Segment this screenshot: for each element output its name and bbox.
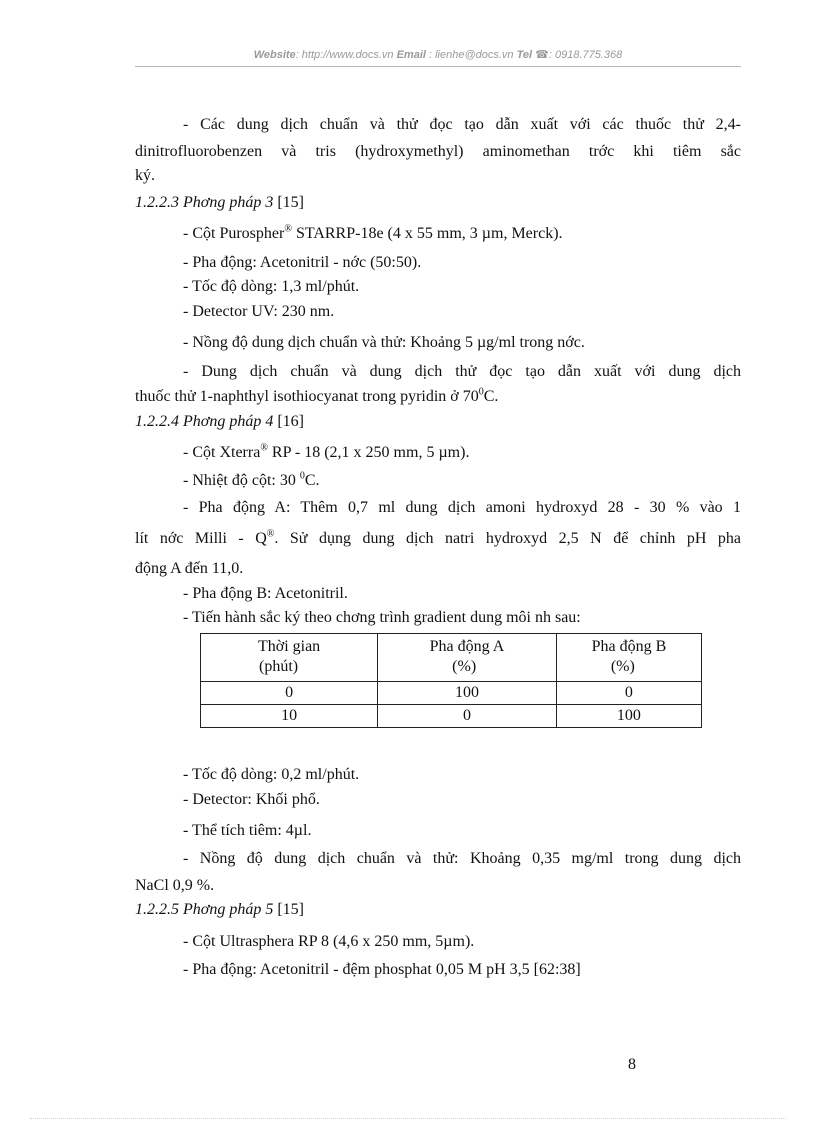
p1-line-2: dinitrofluorobenzen và tris (hydroxymethyl) aminomethan trớc khi tiêm sắc: [135, 143, 741, 160]
m4-column: - Cột Xterra® RP - 18 (2,1 x 250 mm, 5 µm).: [183, 442, 470, 461]
m4-phase-a-3: động A đến 11,0.: [135, 560, 244, 577]
m4-flow-rate: - Tốc độ dòng: 0,2 ml/phút.: [183, 766, 360, 783]
table-cell: 0: [556, 682, 701, 705]
website-label: Website: [253, 49, 296, 61]
m4-gradient-intro: - Tiến hành sắc ký theo chơng trình gradient dung môi nh sau:: [183, 609, 581, 626]
header-divider: [135, 66, 741, 67]
m4-phase-a-1: - Pha động A: Thêm 0,7 ml dung dịch amoni hydroxyd 28 - 30 % vào 1: [183, 499, 741, 516]
section-heading-1-2-2-5: 1.2.2.5 Phơng pháp 5 [15]: [135, 901, 304, 918]
table-header-cell: Thời gian (phút): [201, 634, 378, 682]
m4-phase-a-2: lít nớc Milli - Q®. Sử dụng dung dịch natri hydroxyd 2,5 N để chỉnh pH pha: [135, 528, 741, 547]
section-heading-1-2-2-4: 1.2.2.4 Phơng pháp 4 [16]: [135, 413, 304, 430]
section-heading-1-2-2-3: 1.2.2.3 Phơng pháp 3 [15]: [135, 194, 304, 211]
p1-line-1: - Các dung dịch chuẩn và thử đọc tạo dẫn xuất với các thuốc thử 2,4-: [183, 116, 741, 133]
m5-mobile-phase: - Pha động: Acetonitril - đệm phosphat 0,05 M pH 3,5 [62:38]: [183, 961, 581, 978]
tel-value: ☎: 0918.775.368: [535, 49, 623, 61]
table-cell: 0: [201, 682, 378, 705]
table-header-cell: Pha động B (%): [556, 634, 701, 682]
p1-line-3: ký.: [135, 167, 155, 184]
table-cell: 0: [378, 705, 557, 728]
email-value: : lienhe@docs.vn: [429, 49, 514, 61]
table-cell: 10: [201, 705, 378, 728]
m3-derivatization-2: thuốc thử 1-naphthyl isothiocyanat trong pyridin ở $70^0C$.: [135, 386, 499, 405]
m3-flow-rate: - Tốc độ dòng: 1,3 ml/phút.: [183, 278, 360, 295]
table-row: [201, 682, 702, 705]
m3-concentration: - Nồng độ dung dịch chuẩn và thử: Khoảng 5 µg/ml trong nớc.: [183, 334, 585, 351]
page-header: [135, 48, 741, 61]
m4-concentration-2: NaCl 0,9 %.: [135, 877, 215, 894]
m3-column: - Cột Purospher® STARRP-18e (4 x 55 mm, 3 µm, Merck).: [183, 223, 563, 242]
m4-concentration-1: - Nồng độ dung dịch chuẩn và thử: Khoảng 0,35 mg/ml trong dung dịch: [183, 850, 741, 867]
table-cell: 100: [556, 705, 701, 728]
m3-derivatization-1: - Dung dịch chuẩn và dung dịch thử đọc tạo dẫn xuất với dung dịch: [183, 363, 741, 380]
m4-phase-b: - Pha động B: Acetonitril.: [183, 585, 348, 602]
m4-detector: - Detector: Khối phổ.: [183, 791, 320, 808]
m4-injection-volume: - Thể tích tiêm: 4µl.: [183, 822, 312, 839]
website-value: : http://www.docs.vn: [295, 49, 394, 61]
page-number: 8: [628, 1056, 636, 1073]
m5-column: - Cột Ultrasphera RP 8 (4,6 x 250 mm, 5µm).: [183, 933, 475, 950]
email-label: Email: [396, 49, 426, 61]
m3-detector: - Detector UV: 230 nm.: [183, 303, 335, 320]
table-row: [201, 705, 702, 728]
m3-mobile-phase: - Pha động: Acetonitril - nớc (50:50).: [183, 254, 422, 271]
gradient-table: [200, 633, 702, 728]
table-cell: 100: [378, 682, 557, 705]
tel-label: Tel: [516, 49, 533, 61]
m4-column-temp: - Nhiệt độ cột: 30 $^0$C.: [183, 470, 320, 489]
table-header-row: [201, 634, 702, 682]
table-header-cell: Pha động A (%): [378, 634, 557, 682]
footer-divider: [30, 1118, 786, 1119]
